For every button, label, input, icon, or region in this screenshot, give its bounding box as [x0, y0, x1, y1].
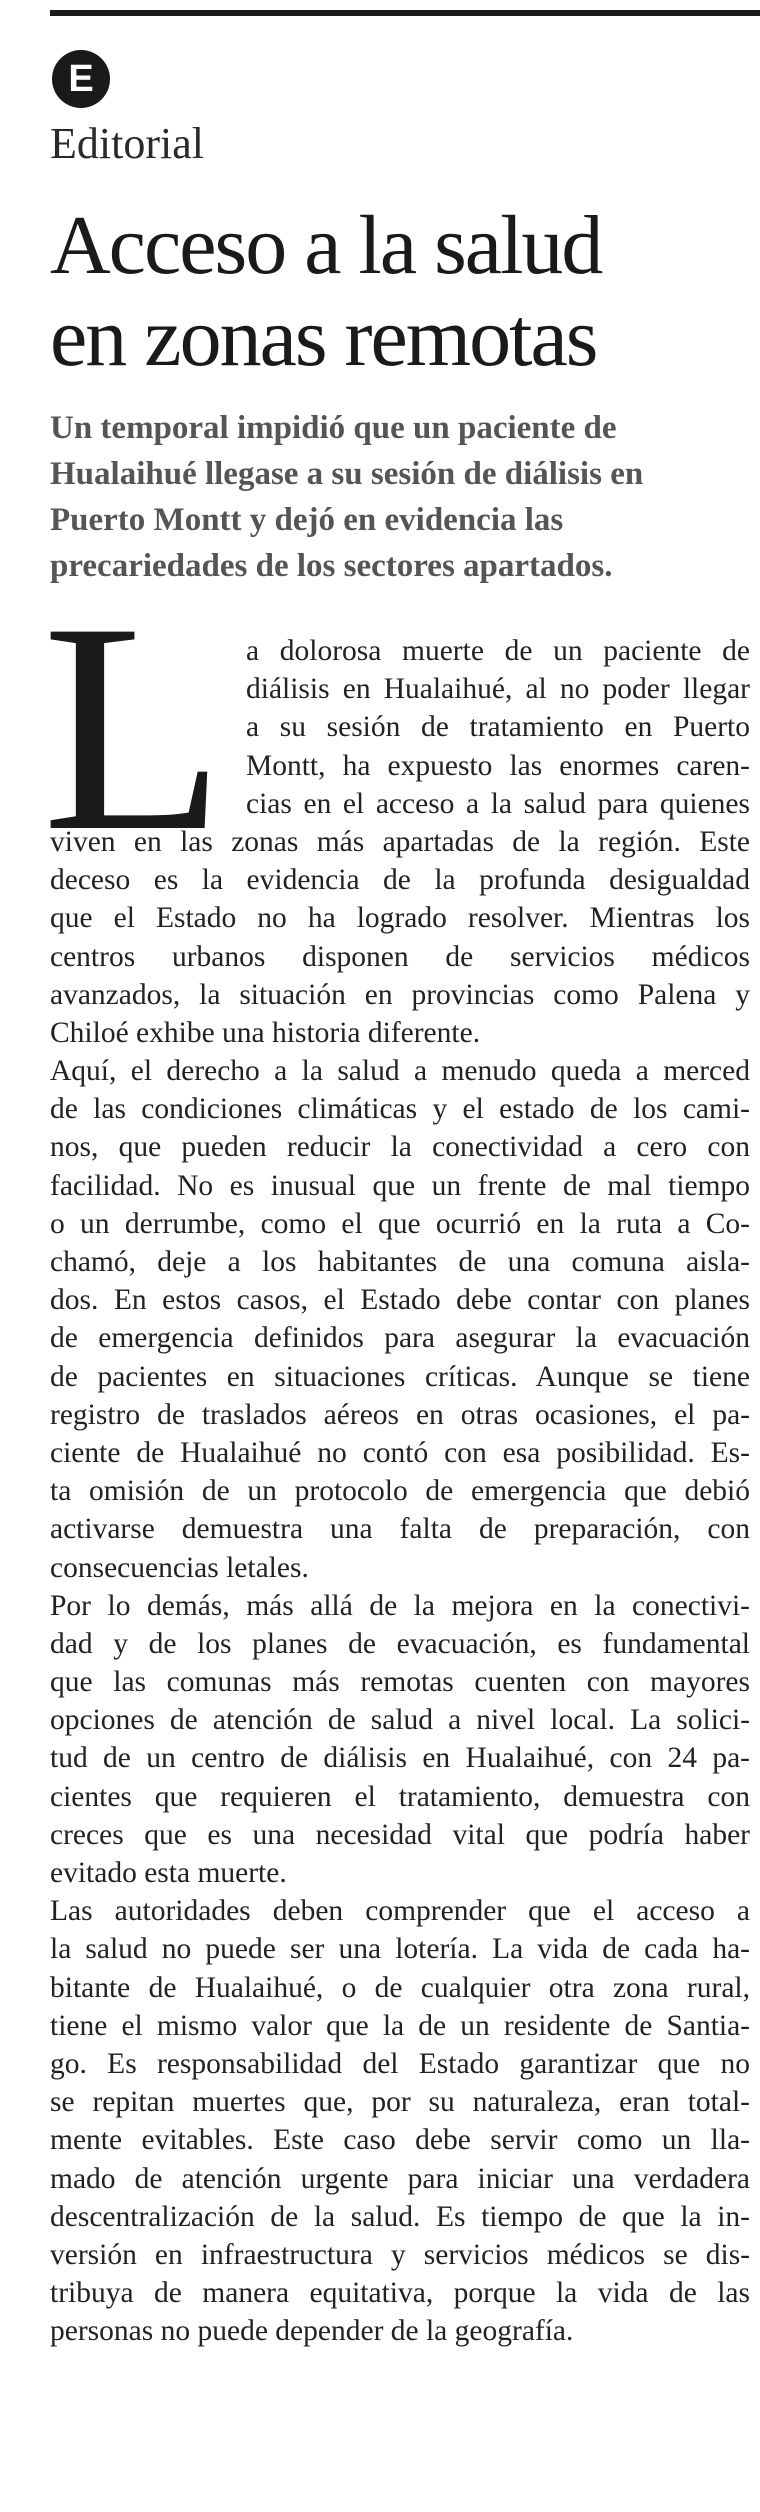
- article-line: ta omisión de un protocolo de emergencia que debió: [50, 1475, 750, 1508]
- article-line: activarse demuestra una falta de preparación, con: [50, 1513, 750, 1546]
- article-line: cientes que requieren el tratamiento, demuestra con: [50, 1780, 750, 1813]
- article-line: a su sesión de tratamiento en Puerto: [246, 711, 750, 744]
- article-line: cias en el acceso a la salud para quienes: [246, 787, 750, 820]
- article-line: evitado esta muerte.: [50, 1857, 287, 1889]
- subheadline-line: Puerto Montt y dejó en evidencia las: [50, 502, 564, 538]
- article-line: centros urbanos disponen de servicios médicos: [50, 940, 750, 973]
- subheadline-line: Un temporal impidió que un paciente de: [50, 410, 617, 446]
- article-line: Chiloé exhibe una historia diferente.: [50, 1016, 481, 1049]
- article-line: de las condiciones climáticas y el estado de los cami-: [50, 1093, 750, 1126]
- section-badge: E: [52, 50, 110, 108]
- article-line: bitante de Hualaihué, o de cualquier otra zona rural,: [50, 1971, 750, 2004]
- article-line: chamó, deje a los habitantes de una comuna aisla-: [50, 1246, 750, 1278]
- article-line: de pacientes en situaciones críticas. Aunque se tiene: [50, 1360, 750, 1393]
- article-line: deceso es la evidencia de la profunda desigualdad: [50, 864, 750, 897]
- article-line: que el Estado no ha logrado resolver. Mientras los: [50, 902, 750, 935]
- article-line: opciones de atención de salud a nivel local. La solici-: [50, 1704, 750, 1737]
- article-line: Aquí, el derecho a la salud a menudo queda a merced: [50, 1055, 750, 1088]
- article-body: [50, 632, 750, 2350]
- article-line: nos, que pueden reducir la conectividad a cero con: [50, 1131, 750, 1164]
- subheadline-line: precariedades de los sectores apartados.: [50, 548, 613, 584]
- article-line: dad y de los planes de evacuación, es fundamental: [50, 1627, 750, 1660]
- article-line: tribuya de manera equitativa, porque la vida de las: [50, 2277, 750, 2310]
- article-line: la salud no puede ser una lotería. La vida de cada ha-: [50, 1933, 750, 1966]
- article-line: o un derrumbe, como el que ocurrió en la ruta a Co-: [50, 1207, 750, 1240]
- top-rule: [50, 10, 760, 16]
- article-line: registro de traslados aéreos en otras ocasiones, el pa-: [50, 1398, 750, 1431]
- article-line: avanzados, la situación en provincias como Palena y: [50, 978, 750, 1011]
- article-line: tud de un centro de diálisis en Hualaihué, con 24 pa-: [50, 1742, 750, 1775]
- article-line: Por lo demás, más allá de la mejora en la conectivi-: [50, 1589, 750, 1622]
- article-line: creces que es una necesidad vital que podría haber: [50, 1818, 750, 1851]
- article-line: dos. En estos casos, el Estado debe contar con planes: [50, 1284, 750, 1317]
- article-line: facilidad. No es inusual que un frente de mal tiempo: [50, 1169, 750, 1202]
- article-line: personas no puede depender de la geografía.: [50, 2315, 574, 2348]
- article-line: Montt, ha expuesto las enormes caren-: [246, 749, 750, 782]
- article-line: Las autoridades deben comprender que el acceso a: [50, 1895, 750, 1928]
- article-line: ciente de Hualaihué no contó con esa posibilidad. Es-: [50, 1436, 750, 1469]
- drop-cap: L: [42, 561, 226, 893]
- article-line: versión en infraestructura y servicios médicos se dis-: [50, 2238, 750, 2271]
- article-line: diálisis en Hualaihué, al no poder llegar: [246, 673, 750, 706]
- article-line: viven en las zonas más apartadas de la región. Este: [50, 825, 750, 858]
- article-line: go. Es responsabilidad del Estado garantizar que no: [50, 2047, 750, 2080]
- article-line: tiene el mismo valor que la de un residente de Santia-: [50, 2009, 750, 2042]
- headline-line: Acceso a la salud: [50, 199, 602, 292]
- article-line: que las comunas más remotas cuenten con mayores: [50, 1666, 750, 1699]
- article-line: se repitan muertes que, por su naturaleza, eran total-: [50, 2086, 750, 2119]
- article-line: de emergencia definidos para asegurar la evacuación: [50, 1322, 750, 1355]
- headline: [50, 200, 750, 384]
- article-line: consecuencias letales.: [50, 1551, 309, 1584]
- section-label: Editorial: [50, 119, 204, 168]
- subheadline-line: Hualaihué llegase a su sesión de diálisis en: [50, 456, 644, 492]
- article-line: mado de atención urgente para iniciar una verdadera: [50, 2162, 750, 2195]
- article-line: mente evitables. Este caso debe servir como un lla-: [50, 2124, 750, 2157]
- article-line: descentralización de la salud. Es tiempo de que la in-: [50, 2200, 750, 2233]
- headline-line: en zonas remotas: [50, 291, 597, 384]
- article-line: a dolorosa muerte de un paciente de: [246, 635, 750, 667]
